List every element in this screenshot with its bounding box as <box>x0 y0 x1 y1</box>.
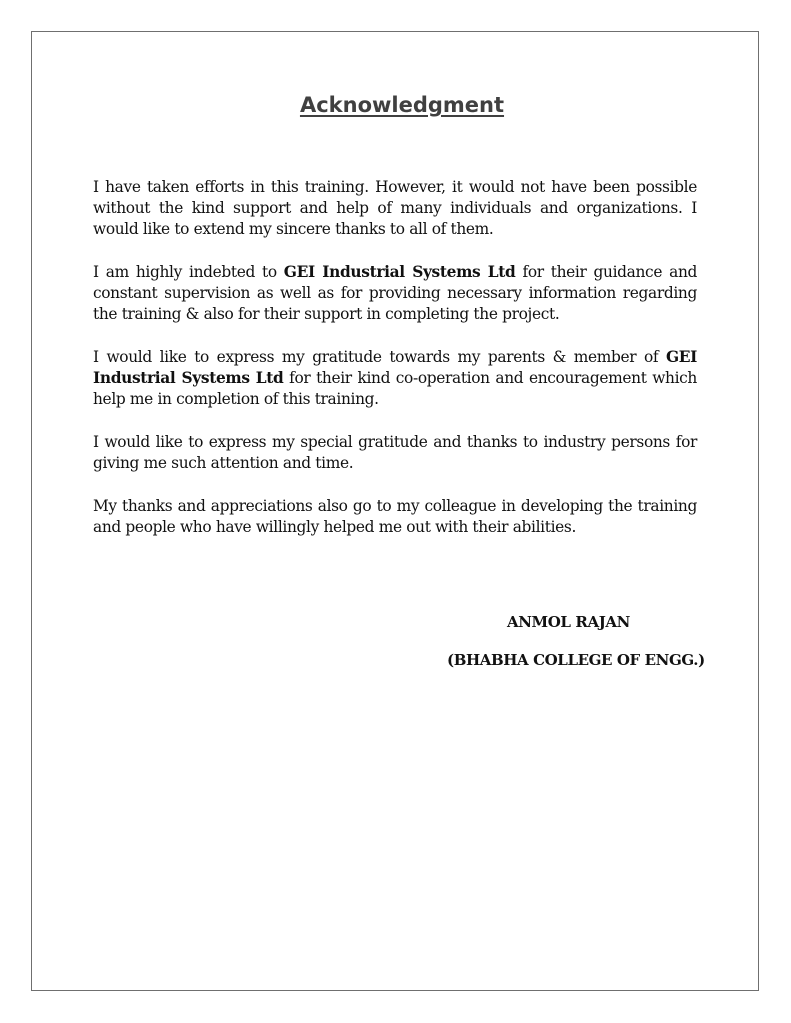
paragraph-3 <box>93 347 697 411</box>
paragraph-2-rest: for their guidance and constant supervision as well as for providing necessary information regarding the training & also for their support in completing the project. <box>93 263 698 324</box>
paragraph-2 <box>93 262 697 326</box>
paragraph-5: My thanks and appreciations also go to my colleague in developing the training and people who have willingly helped me out with their abilities. <box>93 496 697 536</box>
signature-name: ANMOL RAJAN <box>507 613 630 631</box>
acknowledgment-body <box>93 177 697 560</box>
paragraph-3-rest: for their kind co-operation and encouragement which help me in completion of this training. <box>93 369 697 409</box>
paragraph-3-intro: I would like to express my gratitude towards my parents & member of <box>93 348 666 366</box>
paragraph-1: I have taken efforts in this training. However, it would not have been possible without the kind support and help of many individuals and organizations. I would like to extend my sincere thanks to all of them. <box>93 178 697 239</box>
company-name: GEI Industrial Systems Ltd <box>93 348 697 388</box>
company-name: GEI Industrial Systems Ltd <box>283 263 516 281</box>
signature-college: (BHABHA COLLEGE OF ENGG.) <box>447 651 705 669</box>
paragraph-4: I would like to express my special gratitude and thanks to industry persons for giving me such attention and time. <box>93 433 697 473</box>
page-title: Acknowledgment <box>299 93 505 117</box>
paragraph-2-intro: I am highly indebted to <box>93 263 284 281</box>
